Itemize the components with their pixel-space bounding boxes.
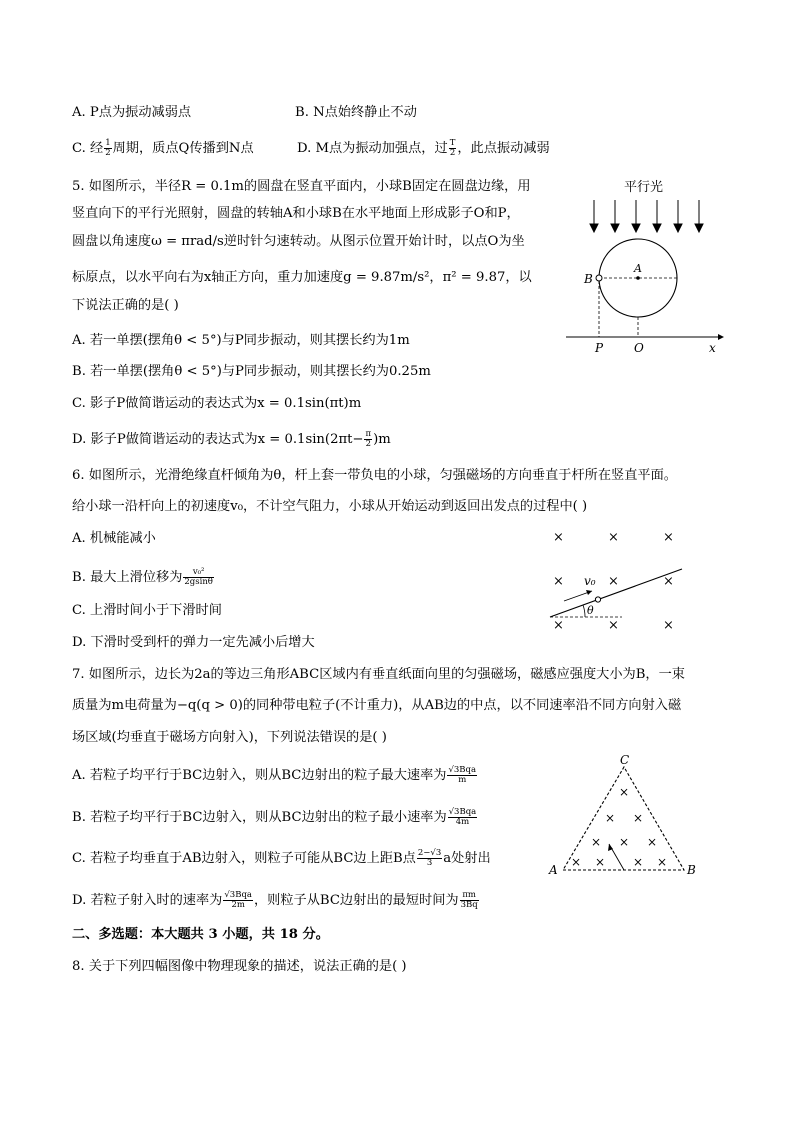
q6-option-a: A. 机械能减小 <box>72 531 156 546</box>
magnetic-field-crosses <box>553 530 674 633</box>
q7-stem-line2: 质量为m电荷量为−q(q > 0)的同种带电粒子(不计重力)，从AB边的中点，以不同速率沿不同方向射入磁 <box>72 698 682 713</box>
q7-triangle-figure <box>545 750 705 882</box>
angle-arc <box>583 605 585 617</box>
q5-option-a: A. 若一单摆(摆角θ < 5°)与P同步振动，则其摆长约为1m <box>72 333 410 348</box>
q6-stem-line1: 6. 如图所示，光滑绝缘直杆倾角为θ，杆上套一带负电的小球，匀强磁场的方向垂直于杆所在竖直平面。 <box>72 468 677 483</box>
label-a: A <box>549 863 558 877</box>
label-o: O <box>634 341 644 355</box>
label-x: x <box>709 341 716 355</box>
q7-option-a: A. 若粒子均平行于BC边射入，则从BC边射出的粒子最大速率为 $\frac{\text{√3Bqa}}{m}$ <box>72 765 477 785</box>
q5-disc-figure <box>560 172 730 357</box>
svg-text:×: × <box>553 618 564 633</box>
label-p: P <box>595 341 604 355</box>
q8-stem-line1: 8. 关于下列四幅图像中物理现象的描述，说法正确的是( ) <box>72 959 407 974</box>
q6-rod-figure <box>540 525 690 635</box>
axis-a-dot <box>636 276 640 280</box>
svg-text:×: × <box>663 530 674 545</box>
q4-option-b: B. N点始终静止不动 <box>295 105 417 120</box>
svg-text:×: × <box>619 835 630 849</box>
svg-text:×: × <box>608 618 619 633</box>
ball-b <box>596 275 602 281</box>
svg-text:×: × <box>605 811 616 825</box>
fraction: $\frac{2-√3}{3}$ <box>417 848 442 868</box>
q6-stem-line2: 给小球一沿杆向上的初速度v₀，不计空气阻力，小球从开始运动到返回出发点的过程中( ) <box>72 499 588 514</box>
q7-option-b: B. 若粒子均平行于BC边射入，则从BC边射出的粒子最小速率为 $\frac{\text{√3Bqa}}{4m}$ <box>72 807 477 827</box>
section-heading-multiple-choice: 二、多选题：本大题共 3 小题，共 18 分。 <box>72 927 329 942</box>
parallel-light-label: 平行光 <box>624 180 664 195</box>
svg-text:×: × <box>663 574 674 589</box>
fraction: $\frac{T}{2}$ <box>449 138 456 158</box>
q4-option-c: C. 经 $\frac{1}{2}$ 周期，质点Q传播到N点 <box>72 138 254 158</box>
svg-text:×: × <box>595 855 606 869</box>
svg-text:×: × <box>591 835 602 849</box>
label-b: B <box>687 863 696 877</box>
svg-text:×: × <box>657 855 668 869</box>
q6-option-b: B. 最大上滑位移为 $\frac{\text{v₀²}}{2gsin\theta}$ <box>72 567 213 587</box>
q5-option-b: B. 若一单摆(摆角θ < 5°)与P同步振动，则其摆长约为0.25m <box>72 364 431 379</box>
svg-text:×: × <box>663 618 674 633</box>
q4-option-a: A. P点为振动减弱点 <box>72 105 192 120</box>
q5-stem-line5: 下说法正确的是( ) <box>72 298 179 313</box>
q7-stem-line1: 7. 如图所示，边长为2a的等边三角形ABC区域内有垂直纸面向里的匀强磁场，磁感应强度大小为B，一束 <box>72 667 685 682</box>
label-c: C <box>620 753 630 767</box>
svg-text:×: × <box>553 530 564 545</box>
label-v0: v₀ <box>584 574 596 588</box>
fraction: $\frac{\pi}{2}$ <box>365 429 372 449</box>
svg-text:×: × <box>553 574 564 589</box>
light-rays <box>590 200 703 232</box>
label-theta: θ <box>587 604 594 617</box>
x-axis-arrow <box>718 334 724 340</box>
svg-text:×: × <box>571 855 582 869</box>
fraction: $\frac{\pi m}{3Bq}$ <box>460 890 478 910</box>
label-b: B <box>584 272 593 286</box>
q5-option-d: D. 影子P做简谐运动的表达式为x = 0.1sin(2πt− $\frac{\pi}{2}$ )m <box>72 429 391 449</box>
svg-text:×: × <box>633 855 644 869</box>
svg-text:×: × <box>633 811 644 825</box>
q5-stem-line4: 标原点，以水平向右为x轴正方向，重力加速度g = 9.87m/s²，π² = 9.87，以 <box>72 270 532 285</box>
q6-option-c: C. 上滑时间小于下滑时间 <box>72 603 222 618</box>
q5-stem-line3: 圆盘以角速度ω = πrad/s逆时针匀速转动。从图示位置开始计时，以点O为坐 <box>72 234 525 249</box>
q4-option-d: D. M点为振动加强点，过 $\frac{T}{2}$ ，此点振动减弱 <box>297 138 550 158</box>
fraction: $\frac{\text{√3Bqa}}{2m}$ <box>224 890 252 910</box>
q7-stem-line3: 场区域(均垂直于磁场方向射入)，下列说法错误的是( ) <box>72 730 387 745</box>
svg-text:×: × <box>619 785 630 799</box>
svg-text:×: × <box>647 835 658 849</box>
fraction: $\frac{\text{√3Bqa}}{m}$ <box>448 765 477 785</box>
charged-ball <box>595 597 600 602</box>
svg-text:×: × <box>608 574 619 589</box>
svg-text:×: × <box>608 530 619 545</box>
q6-option-d: D. 下滑时受到杆的弹力一定先减小后增大 <box>72 635 315 650</box>
q7-option-c: C. 若粒子均垂直于AB边射入，则粒子可能从BC边上距B点 $\frac{2-√3}{3}$ a处射出 <box>72 848 491 868</box>
q5-stem-line1: 5. 如图所示，半径R = 0.1m的圆盘在竖直平面内，小球B固定在圆盘边缘，用 <box>72 179 531 194</box>
q5-option-c: C. 影子P做简谐运动的表达式为x = 0.1sin(πt)m <box>72 396 362 411</box>
fraction: $\frac{1}{2}$ <box>105 138 111 158</box>
magnetic-field-crosses <box>571 785 667 869</box>
fraction: $\frac{\text{v₀²}}{2gsin\theta}$ <box>184 567 213 587</box>
fraction: $\frac{\text{√3Bqa}}{4m}$ <box>448 807 477 827</box>
q5-stem-line2: 竖直向下的平行光照射，圆盘的转轴A和小球B在水平地面上形成影子O和P， <box>72 206 520 221</box>
q7-option-d: D. 若粒子射入时的速率为 $\frac{\text{√3Bqa}}{2m}$ ，则粒子从BC边射出的最短时间为 $\frac{\pi m}{3Bq}$ <box>72 890 478 910</box>
label-a: A <box>634 262 642 275</box>
